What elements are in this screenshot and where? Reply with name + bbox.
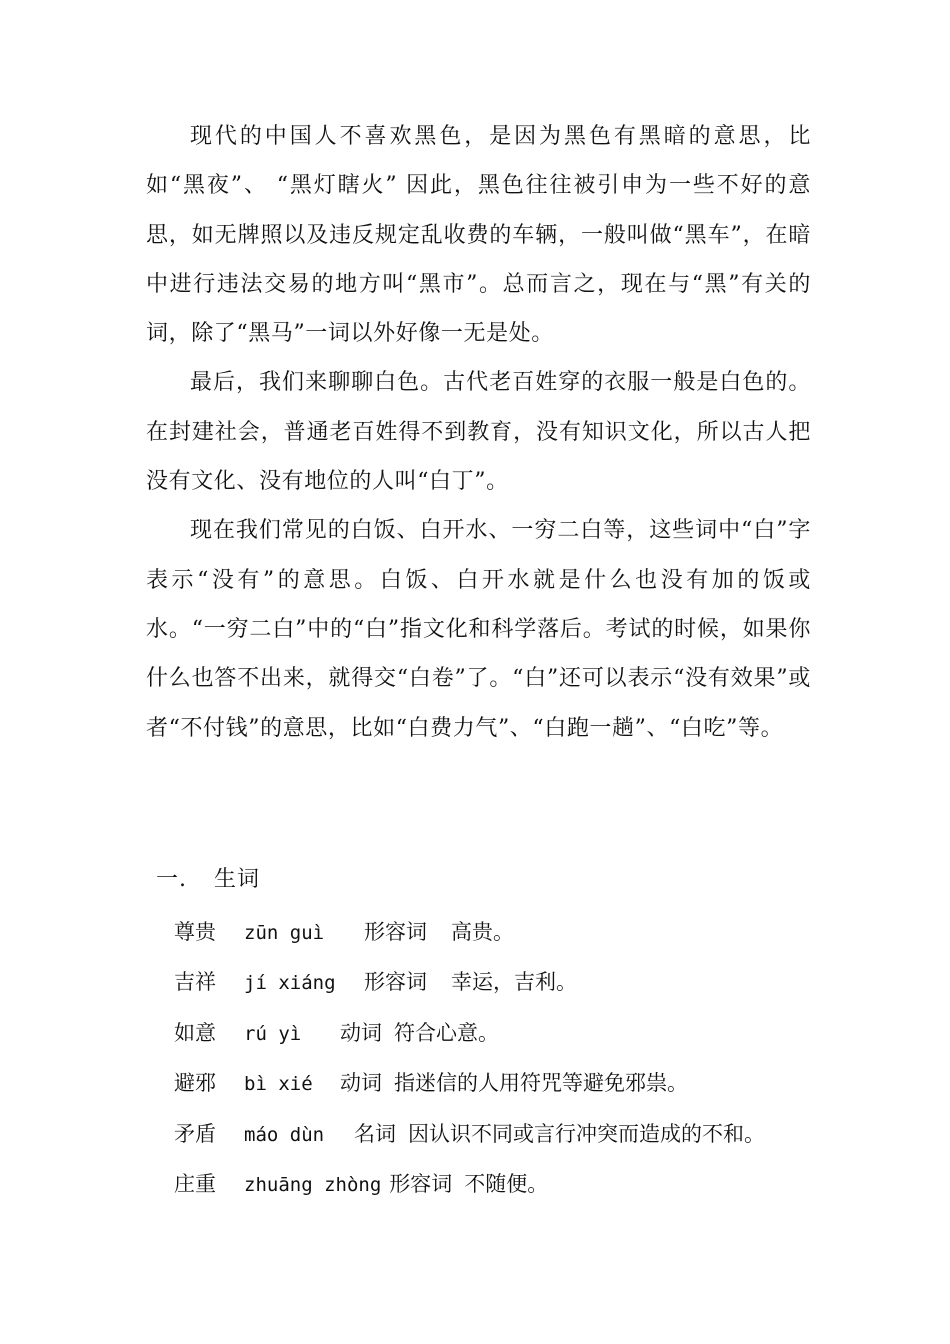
paragraph-black-color: 现代的中国人不喜欢黑色，是因为黑色有黑暗的意思，比如“黑夜”、 “黑灯瞎火” 因此，黑色往往被引申为一些不好的意思，如无牌照以及违反规定乱收费的车辆，一般叫做“黑车”，在暗中进行违法交易的地方叫“黑市”。总而言之，现在与“黑”有关的词，除了“黑马”一词以外好像一无是处。 (146, 124, 811, 347)
vocab-item (174, 1063, 854, 1113)
vocab-word: 吉祥 (174, 970, 216, 995)
vocab-list (174, 912, 854, 1214)
vocab-word: 避邪 (174, 1071, 216, 1096)
vocab-pinyin: jí xiáng (244, 972, 336, 995)
vocab-item (174, 1114, 854, 1164)
vocab-word: 尊贵 (174, 920, 216, 944)
section-title: 生词 (214, 867, 261, 892)
vocab-pinyin: zūn guì (244, 922, 325, 944)
vocab-word: 庄重 (174, 1171, 216, 1196)
section-number: 一. (156, 867, 187, 892)
paragraph-white-meaning: 现在我们常见的白饭、白开水、一穷二白等，这些词中“白”字表示“没有”的意思。白饭、白开水就是什么也没有加的饭或水。“一穷二白”中的“白”指文化和科学落后。考试的时候，如果你什么也答不出来，就得交“白卷”了。“白”还可以表示“没有效果”或者“不付钱”的意思，比如“白费力气”、“白跑一趟”、“白吃”等。 (146, 518, 811, 741)
vocab-item (174, 1013, 854, 1063)
vocab-word: 如意 (174, 1020, 216, 1045)
vocab-part-of-speech: 动词 (340, 1071, 382, 1096)
vocab-word: 矛盾 (174, 1121, 216, 1146)
vocab-definition: 高贵。 (451, 920, 514, 944)
vocab-pinyin: rú yì (244, 1022, 302, 1045)
vocab-item (174, 912, 854, 962)
vocab-part-of-speech: 形容词 (389, 1171, 453, 1196)
paragraph-white-color-history: 最后，我们来聊聊白色。古代老百姓穿的衣服一般是白色的。在封建社会，普通老百姓得不到教育，没有知识文化，所以古人把没有文化、没有地位的人叫“白丁”。 (146, 370, 811, 495)
vocab-part-of-speech: 形容词 (364, 920, 427, 944)
vocab-part-of-speech: 形容词 (364, 970, 427, 995)
vocab-definition: 指迷信的人用符咒等避免邪祟。 (394, 1071, 688, 1096)
vocab-definition: 不随便。 (464, 1171, 549, 1196)
vocab-definition: 符合心意。 (394, 1020, 499, 1045)
vocab-definition: 因认识不同或言行冲突而造成的不和。 (408, 1121, 765, 1146)
vocab-pinyin: bì xié (244, 1073, 313, 1096)
section-heading (156, 862, 260, 898)
vocab-part-of-speech: 动词 (340, 1020, 382, 1045)
vocab-item (174, 1164, 854, 1214)
vocab-definition: 幸运，吉利。 (451, 970, 577, 995)
vocab-part-of-speech: 名词 (354, 1121, 396, 1146)
body-text (146, 112, 811, 753)
vocab-pinyin: máo dùn (244, 1123, 325, 1146)
vocab-pinyin: zhuāng zhòng (244, 1173, 382, 1196)
vocab-item (174, 962, 854, 1012)
